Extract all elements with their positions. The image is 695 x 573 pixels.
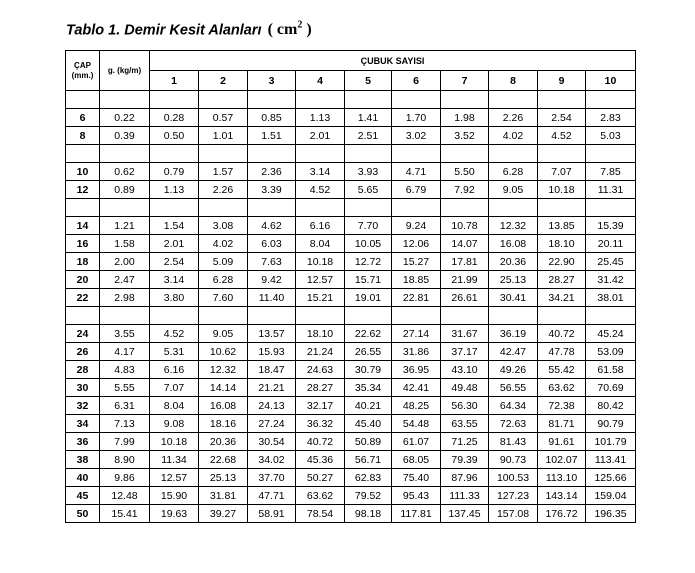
area-cell: 15.39: [586, 217, 636, 235]
area-cell: 19.01: [345, 289, 392, 307]
area-cell: 6.79: [392, 181, 441, 199]
table-row: [66, 181, 636, 199]
weight-cell: 2.98: [100, 289, 150, 307]
area-cell: 10.62: [199, 343, 248, 361]
area-cell: 61.07: [392, 433, 441, 451]
area-cell: 27.14: [392, 325, 441, 343]
area-cell: 0.85: [248, 109, 296, 127]
weight-cell: 0.22: [100, 109, 150, 127]
area-cell: 25.13: [489, 271, 538, 289]
area-cell: 72.38: [538, 397, 586, 415]
area-cell: 31.86: [392, 343, 441, 361]
area-cell: 49.48: [441, 379, 489, 397]
area-cell: 79.52: [345, 487, 392, 505]
weight-cell: 1.21: [100, 217, 150, 235]
area-cell: 54.48: [392, 415, 441, 433]
weight-cell: 2.47: [100, 271, 150, 289]
area-cell: 7.07: [150, 379, 199, 397]
area-cell: 24.13: [248, 397, 296, 415]
diameter-cell: 34: [66, 415, 100, 433]
area-cell: 12.57: [150, 469, 199, 487]
area-cell: 2.01: [150, 235, 199, 253]
area-cell: 117.81: [392, 505, 441, 523]
weight-cell: 4.17: [100, 343, 150, 361]
area-cell: 18.10: [538, 235, 586, 253]
area-cell: 4.02: [199, 235, 248, 253]
area-cell: 64.34: [489, 397, 538, 415]
diameter-cell: 10: [66, 163, 100, 181]
area-cell: 5.31: [150, 343, 199, 361]
area-cell: 4.71: [392, 163, 441, 181]
header-count: 8: [489, 71, 538, 91]
area-cell: 10.05: [345, 235, 392, 253]
area-cell: 196.35: [586, 505, 636, 523]
table-row: [66, 271, 636, 289]
area-cell: 19.63: [150, 505, 199, 523]
area-cell: 9.05: [489, 181, 538, 199]
area-cell: 68.05: [392, 451, 441, 469]
group-separator: [66, 91, 636, 109]
table-row: [66, 343, 636, 361]
area-cell: 2.26: [199, 181, 248, 199]
weight-cell: 12.48: [100, 487, 150, 505]
area-cell: 113.41: [586, 451, 636, 469]
diameter-cell: 36: [66, 433, 100, 451]
area-cell: 22.68: [199, 451, 248, 469]
area-cell: 32.17: [296, 397, 345, 415]
area-cell: 3.08: [199, 217, 248, 235]
area-cell: 48.25: [392, 397, 441, 415]
header-count: 4: [296, 71, 345, 91]
area-cell: 63.55: [441, 415, 489, 433]
area-cell: 3.02: [392, 127, 441, 145]
header-count: 3: [248, 71, 296, 91]
area-cell: 40.72: [538, 325, 586, 343]
area-cell: 70.69: [586, 379, 636, 397]
table-title-unit: ( $cm^2$ ): [267, 20, 312, 39]
area-cell: 47.78: [538, 343, 586, 361]
area-cell: 36.95: [392, 361, 441, 379]
table-row: [66, 487, 636, 505]
table-row: [66, 451, 636, 469]
area-cell: 36.19: [489, 325, 538, 343]
area-cell: 81.71: [538, 415, 586, 433]
area-cell: 42.47: [489, 343, 538, 361]
area-cell: 30.79: [345, 361, 392, 379]
area-cell: 12.72: [345, 253, 392, 271]
area-cell: 63.62: [296, 487, 345, 505]
area-cell: 50.89: [345, 433, 392, 451]
area-cell: 9.08: [150, 415, 199, 433]
weight-cell: 15.41: [100, 505, 150, 523]
area-cell: 63.62: [538, 379, 586, 397]
table-row: [66, 163, 636, 181]
header-count: 7: [441, 71, 489, 91]
table-row: [66, 415, 636, 433]
area-cell: 13.57: [248, 325, 296, 343]
diameter-cell: 30: [66, 379, 100, 397]
area-cell: 39.27: [199, 505, 248, 523]
area-cell: 1.01: [199, 127, 248, 145]
area-cell: 2.54: [150, 253, 199, 271]
diameter-cell: 28: [66, 361, 100, 379]
area-cell: 20.36: [199, 433, 248, 451]
area-cell: 56.71: [345, 451, 392, 469]
area-cell: 10.18: [538, 181, 586, 199]
area-cell: 2.54: [538, 109, 586, 127]
area-cell: 0.28: [150, 109, 199, 127]
area-cell: 34.02: [248, 451, 296, 469]
area-cell: 18.85: [392, 271, 441, 289]
area-cell: 14.07: [441, 235, 489, 253]
area-cell: 21.21: [248, 379, 296, 397]
weight-cell: 7.99: [100, 433, 150, 451]
area-cell: 56.30: [441, 397, 489, 415]
area-cell: 2.36: [248, 163, 296, 181]
area-cell: 14.14: [199, 379, 248, 397]
area-cell: 1.57: [199, 163, 248, 181]
area-cell: 72.63: [489, 415, 538, 433]
area-cell: 7.92: [441, 181, 489, 199]
area-cell: 30.41: [489, 289, 538, 307]
group-separator: [66, 199, 636, 217]
area-cell: 6.16: [296, 217, 345, 235]
weight-cell: 2.00: [100, 253, 150, 271]
area-cell: 8.04: [296, 235, 345, 253]
area-cell: 31.67: [441, 325, 489, 343]
area-cell: 101.79: [586, 433, 636, 451]
area-cell: 45.40: [345, 415, 392, 433]
area-cell: 13.85: [538, 217, 586, 235]
area-cell: 75.40: [392, 469, 441, 487]
table-row: [66, 217, 636, 235]
area-cell: 1.13: [150, 181, 199, 199]
area-cell: 17.81: [441, 253, 489, 271]
table-row: [66, 109, 636, 127]
area-cell: 5.03: [586, 127, 636, 145]
diameter-cell: 18: [66, 253, 100, 271]
area-cell: 3.14: [150, 271, 199, 289]
area-cell: 111.33: [441, 487, 489, 505]
weight-cell: 8.90: [100, 451, 150, 469]
area-cell: 28.27: [296, 379, 345, 397]
area-cell: 53.09: [586, 343, 636, 361]
diameter-cell: 16: [66, 235, 100, 253]
diameter-cell: 38: [66, 451, 100, 469]
weight-cell: 6.31: [100, 397, 150, 415]
weight-cell: 1.58: [100, 235, 150, 253]
table-row: [66, 253, 636, 271]
area-cell: 26.61: [441, 289, 489, 307]
weight-cell: 7.13: [100, 415, 150, 433]
area-cell: 21.99: [441, 271, 489, 289]
area-cell: 157.08: [489, 505, 538, 523]
weight-cell: 4.83: [100, 361, 150, 379]
diameter-cell: 40: [66, 469, 100, 487]
area-cell: 80.42: [586, 397, 636, 415]
area-cell: 28.27: [538, 271, 586, 289]
area-cell: 20.11: [586, 235, 636, 253]
area-cell: 9.05: [199, 325, 248, 343]
table-row: [66, 397, 636, 415]
area-cell: 18.10: [296, 325, 345, 343]
area-cell: 12.32: [489, 217, 538, 235]
weight-cell: 9.86: [100, 469, 150, 487]
table-row: [66, 289, 636, 307]
table-title: [66, 20, 312, 39]
diameter-cell: 50: [66, 505, 100, 523]
area-cell: 4.52: [538, 127, 586, 145]
area-cell: 7.70: [345, 217, 392, 235]
area-cell: 7.60: [199, 289, 248, 307]
area-cell: 16.08: [489, 235, 538, 253]
table-row: [66, 379, 636, 397]
weight-cell: 0.89: [100, 181, 150, 199]
area-cell: 9.24: [392, 217, 441, 235]
area-cell: 10.78: [441, 217, 489, 235]
table-row: [66, 505, 636, 523]
header-weight: g. (kg/m): [100, 51, 150, 91]
area-cell: 34.21: [538, 289, 586, 307]
group-separator: [66, 145, 636, 163]
header-count: 5: [345, 71, 392, 91]
area-cell: 12.57: [296, 271, 345, 289]
area-cell: 25.45: [586, 253, 636, 271]
area-cell: 102.07: [538, 451, 586, 469]
area-cell: 6.03: [248, 235, 296, 253]
area-cell: 61.58: [586, 361, 636, 379]
area-cell: 7.63: [248, 253, 296, 271]
weight-cell: 5.55: [100, 379, 150, 397]
area-cell: 37.17: [441, 343, 489, 361]
area-cell: 137.45: [441, 505, 489, 523]
area-cell: 15.71: [345, 271, 392, 289]
area-cell: 62.83: [345, 469, 392, 487]
table-row: [66, 235, 636, 253]
area-cell: 176.72: [538, 505, 586, 523]
area-cell: 4.02: [489, 127, 538, 145]
area-cell: 31.81: [199, 487, 248, 505]
area-cell: 95.43: [392, 487, 441, 505]
area-cell: 58.91: [248, 505, 296, 523]
header-diameter: ÇAP (mm.): [66, 51, 100, 91]
area-cell: 2.83: [586, 109, 636, 127]
area-cell: 37.70: [248, 469, 296, 487]
weight-cell: 0.62: [100, 163, 150, 181]
area-cell: 0.57: [199, 109, 248, 127]
diameter-cell: 20: [66, 271, 100, 289]
diameter-cell: 22: [66, 289, 100, 307]
area-cell: 36.32: [296, 415, 345, 433]
area-cell: 1.98: [441, 109, 489, 127]
rebar-area-table: [65, 50, 636, 523]
area-cell: 50.27: [296, 469, 345, 487]
area-cell: 3.93: [345, 163, 392, 181]
area-cell: 55.42: [538, 361, 586, 379]
area-cell: 40.72: [296, 433, 345, 451]
area-cell: 79.39: [441, 451, 489, 469]
area-cell: 43.10: [441, 361, 489, 379]
area-cell: 2.01: [296, 127, 345, 145]
area-cell: 10.18: [296, 253, 345, 271]
area-cell: 87.96: [441, 469, 489, 487]
area-cell: 7.85: [586, 163, 636, 181]
area-cell: 12.06: [392, 235, 441, 253]
area-cell: 78.54: [296, 505, 345, 523]
weight-cell: 0.39: [100, 127, 150, 145]
area-cell: 5.50: [441, 163, 489, 181]
area-cell: 16.08: [199, 397, 248, 415]
area-cell: 3.14: [296, 163, 345, 181]
area-cell: 11.40: [248, 289, 296, 307]
area-cell: 25.13: [199, 469, 248, 487]
area-cell: 47.71: [248, 487, 296, 505]
area-cell: 8.04: [150, 397, 199, 415]
table-row: [66, 361, 636, 379]
diameter-cell: 32: [66, 397, 100, 415]
area-cell: 35.34: [345, 379, 392, 397]
area-cell: 56.55: [489, 379, 538, 397]
area-cell: 10.18: [150, 433, 199, 451]
area-cell: 6.28: [489, 163, 538, 181]
area-cell: 22.62: [345, 325, 392, 343]
area-cell: 40.21: [345, 397, 392, 415]
area-cell: 30.54: [248, 433, 296, 451]
area-cell: 125.66: [586, 469, 636, 487]
area-cell: 1.70: [392, 109, 441, 127]
area-cell: 31.42: [586, 271, 636, 289]
area-cell: 1.51: [248, 127, 296, 145]
area-cell: 15.90: [150, 487, 199, 505]
area-cell: 9.42: [248, 271, 296, 289]
area-cell: 0.50: [150, 127, 199, 145]
area-cell: 3.80: [150, 289, 199, 307]
table-title-text: Tablo 1. Demir Kesit Alanları: [66, 22, 262, 39]
header-count: 9: [538, 71, 586, 91]
diameter-cell: 24: [66, 325, 100, 343]
header-count: 1: [150, 71, 199, 91]
area-cell: 20.36: [489, 253, 538, 271]
area-cell: 18.47: [248, 361, 296, 379]
area-cell: 22.90: [538, 253, 586, 271]
table-body: [66, 91, 636, 523]
area-cell: 18.16: [199, 415, 248, 433]
area-cell: 12.32: [199, 361, 248, 379]
area-cell: 0.79: [150, 163, 199, 181]
table-row: [66, 127, 636, 145]
diameter-cell: 45: [66, 487, 100, 505]
area-cell: 21.24: [296, 343, 345, 361]
area-cell: 1.13: [296, 109, 345, 127]
area-cell: 11.34: [150, 451, 199, 469]
diameter-cell: 14: [66, 217, 100, 235]
area-cell: 91.61: [538, 433, 586, 451]
area-cell: 42.41: [392, 379, 441, 397]
area-cell: 1.41: [345, 109, 392, 127]
diameter-cell: 6: [66, 109, 100, 127]
header-bar-count-group: ÇUBUK SAYISI: [150, 51, 636, 71]
area-cell: 100.53: [489, 469, 538, 487]
diameter-cell: 26: [66, 343, 100, 361]
weight-cell: 3.55: [100, 325, 150, 343]
area-cell: 90.73: [489, 451, 538, 469]
area-cell: 5.65: [345, 181, 392, 199]
area-cell: 4.52: [150, 325, 199, 343]
area-cell: 15.93: [248, 343, 296, 361]
area-cell: 26.55: [345, 343, 392, 361]
area-cell: 143.14: [538, 487, 586, 505]
header-count-row: [66, 71, 636, 91]
header-count: 10: [586, 71, 636, 91]
area-cell: 71.25: [441, 433, 489, 451]
area-cell: 113.10: [538, 469, 586, 487]
area-cell: 6.16: [150, 361, 199, 379]
area-cell: 127.23: [489, 487, 538, 505]
table-row: [66, 325, 636, 343]
area-cell: 3.52: [441, 127, 489, 145]
area-cell: 81.43: [489, 433, 538, 451]
table-row: [66, 433, 636, 451]
area-cell: 22.81: [392, 289, 441, 307]
area-cell: 11.31: [586, 181, 636, 199]
table-row: [66, 469, 636, 487]
area-cell: 159.04: [586, 487, 636, 505]
header-count: 2: [199, 71, 248, 91]
area-cell: 45.36: [296, 451, 345, 469]
area-cell: 98.18: [345, 505, 392, 523]
area-cell: 7.07: [538, 163, 586, 181]
diameter-cell: 8: [66, 127, 100, 145]
area-cell: 2.26: [489, 109, 538, 127]
area-cell: 2.51: [345, 127, 392, 145]
area-cell: 3.39: [248, 181, 296, 199]
area-cell: 5.09: [199, 253, 248, 271]
area-cell: 4.52: [296, 181, 345, 199]
area-cell: 38.01: [586, 289, 636, 307]
area-cell: 49.26: [489, 361, 538, 379]
area-cell: 4.62: [248, 217, 296, 235]
area-cell: 27.24: [248, 415, 296, 433]
area-cell: 1.54: [150, 217, 199, 235]
area-cell: 15.27: [392, 253, 441, 271]
area-cell: 45.24: [586, 325, 636, 343]
area-cell: 24.63: [296, 361, 345, 379]
area-cell: 6.28: [199, 271, 248, 289]
group-separator: [66, 307, 636, 325]
diameter-cell: 12: [66, 181, 100, 199]
header-count: 6: [392, 71, 441, 91]
area-cell: 15.21: [296, 289, 345, 307]
area-cell: 90.79: [586, 415, 636, 433]
